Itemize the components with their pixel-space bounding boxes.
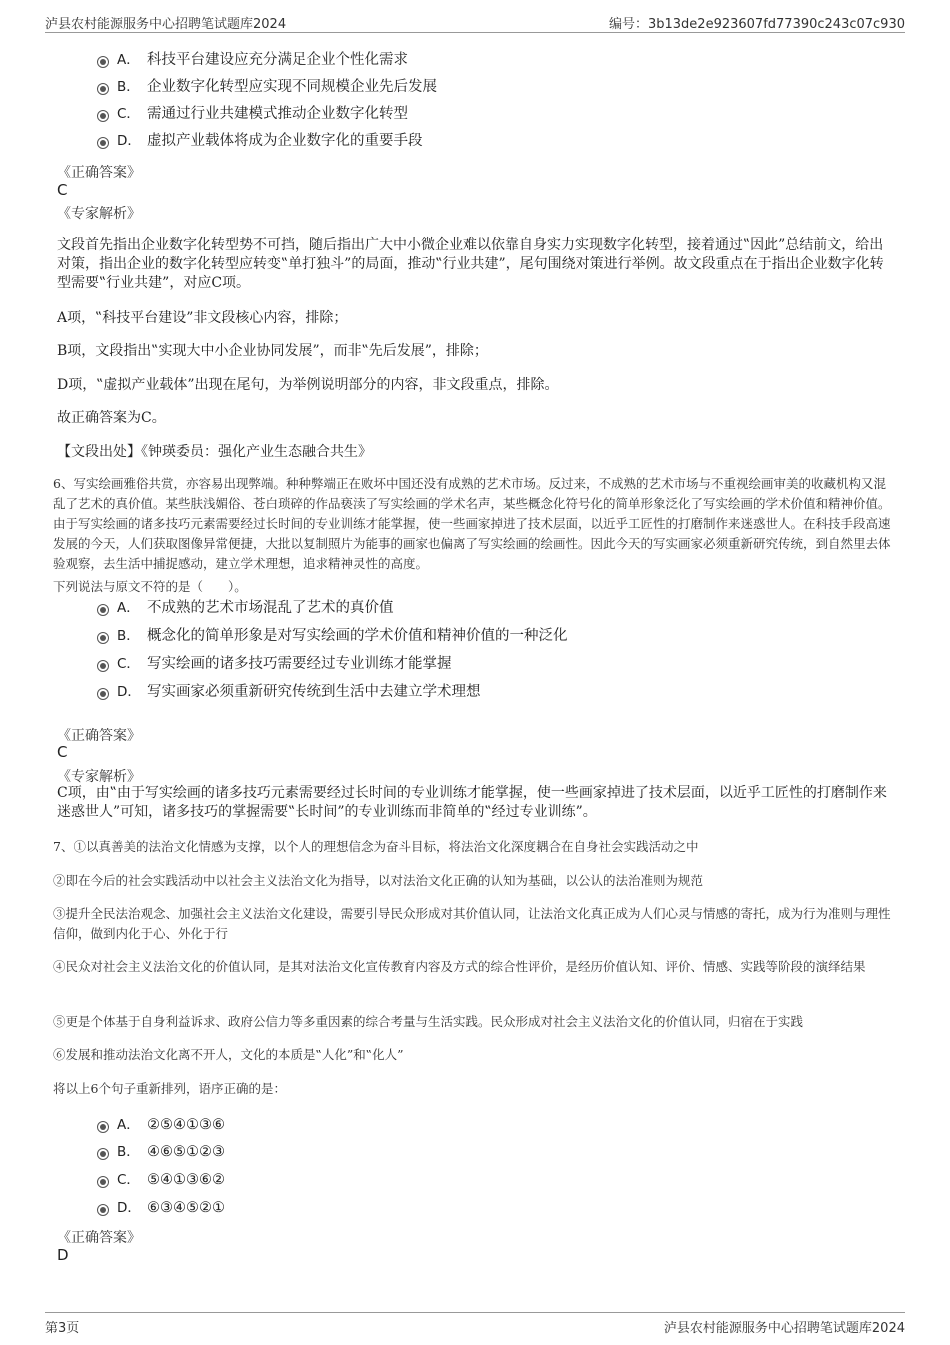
radio-icon[interactable] xyxy=(97,1121,109,1133)
option-letter: A． xyxy=(117,600,140,616)
option-text: ⑤④①③⑥② xyxy=(147,1172,225,1188)
option-text: 科技平台建设应充分满足企业个性化需求 xyxy=(147,52,408,68)
option-letter: D． xyxy=(117,684,141,700)
option-letter: C． xyxy=(117,106,140,122)
q6-answer: C xyxy=(57,743,68,761)
q7-sentence-5: ⑤更是个体基于自身利益诉求、政府公信力等多重因素的综合考量与生活实践。民众形成对社会主义法治文化的价值认同，归宿在于实践 xyxy=(53,1014,804,1029)
option-text: ⑥③④⑤②① xyxy=(147,1200,225,1216)
option-text: 企业数字化转型应实现不同规模企业先后发展 xyxy=(147,79,437,95)
option-text: 虚拟产业载体将成为企业数字化的重要手段 xyxy=(147,133,423,149)
q5-analysis-conclusion: 故正确答案为C。 xyxy=(57,410,166,426)
q7-answer-label: 《正确答案》 xyxy=(57,1230,141,1246)
option-text: 概念化的简单形象是对写实绘画的学术价值和精神价值的一种泛化 xyxy=(147,628,568,644)
option-letter: B． xyxy=(117,628,140,644)
radio-icon[interactable] xyxy=(97,1176,109,1188)
page-header xyxy=(45,10,905,33)
option-letter: C． xyxy=(117,656,140,672)
option-letter: A． xyxy=(117,52,140,68)
radio-icon[interactable] xyxy=(97,137,109,149)
q7-sentence-2: ②即在今后的社会实践活动中以社会主义法治文化为指导，以对法治文化正确的认知为基础，以公认的法治准则为规范 xyxy=(53,873,704,888)
q7-question: 将以上6个句子重新排列，语序正确的是： xyxy=(53,1081,286,1096)
option-text: ②⑤④①③⑥ xyxy=(147,1117,225,1133)
header-doc-id: 编号：3b13de2e923607fd77390c243c07c930 xyxy=(608,17,905,32)
option-letter: A． xyxy=(117,1117,140,1133)
q5-analysis-b: B项，文段指出‟实现大中小企业协同发展”，而非‟先后发展”，排除； xyxy=(57,343,488,359)
q5-analysis-paragraph: 文段首先指出企业数字化转型势不可挡，随后指出广大中小微企业难以依靠自身实力实现数字化转型，接着通过‟因此”总结前文，给出对策，指出企业的数字化转型应转变‟单打独斗”的局面，推动‟行业共建”，尾句围绕对策进行举例。故文段重点在于指出企业数字化转型需要‟行业共建”，对应C项。 xyxy=(57,237,884,291)
option-letter: C． xyxy=(117,1172,140,1188)
footer-title: 泸县农村能源服务中心招聘笔试题库2024 xyxy=(663,1321,905,1336)
page-number: 第3页 xyxy=(45,1321,80,1336)
option-text: 写实绘画的诸多技巧需要经过专业训练才能掌握 xyxy=(147,656,452,672)
q7-sentence-4: ④民众对社会主义法治文化的价值认同，是其对法治文化宣传教育内容及方式的综合性评价，是经历价值认知、评价、情感、实践等阶段的演绎结果 xyxy=(53,959,866,974)
q6-question: 下列说法与原文不符的是（ ）。 xyxy=(53,579,247,594)
option-letter: D． xyxy=(117,1200,141,1216)
q7-sentence-1: 7、①以真善美的法治文化情感为支撑，以个人的理想信念为奋斗目标，将法治文化深度耦合在自身社会实践活动之中 xyxy=(53,839,699,854)
q6-stem: 6、写实绘画雅俗共赏，亦容易出现弊端。种种弊端正在败坏中国还没有成熟的艺术市场。反过来，不成熟的艺术市场与不重视绘画审美的收藏机构又混乱了艺术的真价值。某些肤浅媚俗、苍白琐碎的作品亵渎了写实绘画的学术名声，某些概念化符号化的简单形象泛化了写实绘画的学术价值和精神价值。由于写实绘画的诸多技巧元素需要经过长时间的专业训练才能掌握，使一些画家掉进了技术层面，以近乎工匠性的打磨制作来迷惑世人。在科技手段高速发展的今天，人们获取图像异常便捷，大批以复制照片为能事的画家也偏离了写实绘画的绘画性。因此今天的写实画家必须重新研究传统，到自然里去体验观察，去生活中捕捉感动，建立学术理想，追求精神灵性的高度。 xyxy=(53,476,891,571)
radio-icon[interactable] xyxy=(97,1204,109,1216)
q5-source: 【文段出处】《钟瑛委员：强化产业生态融合共生》 xyxy=(57,444,372,460)
radio-icon[interactable] xyxy=(97,604,109,616)
radio-icon[interactable] xyxy=(97,110,109,122)
option-text: 不成熟的艺术市场混乱了艺术的真价值 xyxy=(147,600,394,616)
option-letter: B． xyxy=(117,1144,140,1160)
radio-icon[interactable] xyxy=(97,56,109,68)
header-title: 泸县农村能源服务中心招聘笔试题库2024 xyxy=(45,17,287,32)
option-letter: D． xyxy=(117,133,141,149)
q7-sentence-6: ⑥发展和推动法治文化离不开人，文化的本质是‟人化”和‟化人” xyxy=(53,1047,404,1062)
q7-answer: D xyxy=(57,1246,69,1264)
option-letter: B． xyxy=(117,79,140,95)
q6-analysis: C项，由‟由于写实绘画的诸多技巧元素需要经过长时间的专业训练才能掌握，使一些画家掉进了技术层面，以近乎工匠性的打磨制作来迷惑世人”可知，诸多技巧的掌握需要‟长时间”的专业训练而非简单的‟经过专业训练”。 xyxy=(57,785,887,820)
q5-answer-label: 《正确答案》 xyxy=(57,165,141,181)
q6-analysis-label: 《专家解析》 xyxy=(57,769,141,785)
q5-analysis-a: A项，‟科技平台建设”非文段核心内容，排除； xyxy=(57,310,348,326)
q5-answer: C xyxy=(57,181,68,199)
option-text: 需通过行业共建模式推动企业数字化转型 xyxy=(147,106,408,122)
option-text: ④⑥⑤①②③ xyxy=(147,1144,225,1160)
q6-answer-label: 《正确答案》 xyxy=(57,728,141,744)
radio-icon[interactable] xyxy=(97,1148,109,1160)
q5-analysis-d: D项，‟虚拟产业载体”出现在尾句，为举例说明部分的内容，非文段重点，排除。 xyxy=(57,377,559,393)
radio-icon[interactable] xyxy=(97,688,109,700)
radio-icon[interactable] xyxy=(97,632,109,644)
option-text: 写实画家必须重新研究传统到生活中去建立学术理想 xyxy=(147,684,481,700)
page-footer xyxy=(45,1312,905,1335)
q5-analysis-label: 《专家解析》 xyxy=(57,206,141,222)
radio-icon[interactable] xyxy=(97,83,109,95)
radio-icon[interactable] xyxy=(97,660,109,672)
q7-sentence-3: ③提升全民法治观念、加强社会主义法治文化建设，需要引导民众形成对其价值认同，让法治文化真正成为人们心灵与情感的寄托，成为行为准则与理性信仰，做到内化于心、外化于行 xyxy=(53,906,891,941)
